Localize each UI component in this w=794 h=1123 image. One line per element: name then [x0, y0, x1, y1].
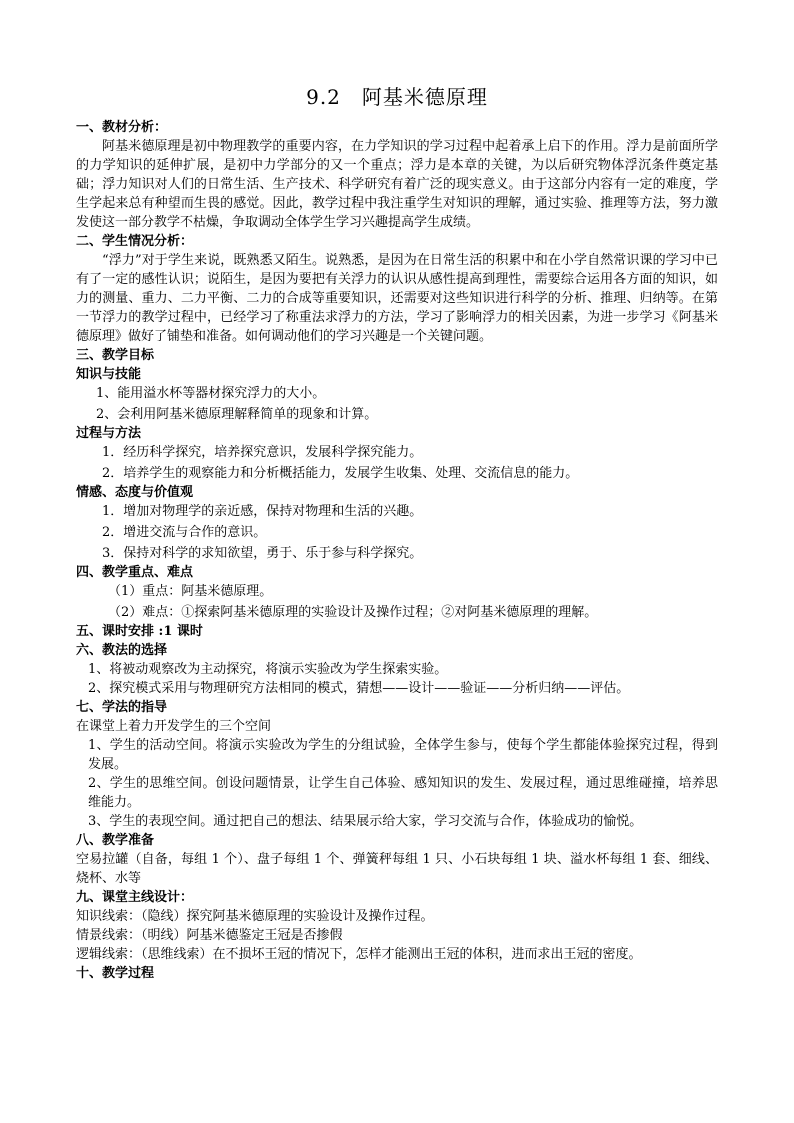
list-item: 1、将被动观察改为主动探究，将演示实验改为学生探索实验。	[88, 662, 448, 677]
list-item: （1）重点：阿基米德原理。	[108, 584, 273, 599]
list-item: 2．培养学生的观察能力和分析概括能力，发展学生收集、处理、交流信息的能力。	[102, 466, 579, 481]
student-analysis-paragraph: “浮力”对于学生来说，既熟悉又陌生。说熟悉，是因为在日常生活的积累中和在小学自然常识课的学习中已有了一定的感性认识；说陌生，是因为要把有关浮力的认识从感性提高到理性，需要综合运用各方面的知识，如力的测量、重力、二力平衡、二力的合成等重要知识，还需要对这些知识进行科学的分析、推理、归纳等。在第一节浮力的教学过程中，已经学习了称重法求浮力的方法，学习了影响浮力的相关因素，为进一步学习《阿基米德原理》做好了铺垫和准备。如何调动他们的学习兴趣是一个关键问题。	[76, 253, 718, 344]
page-title: 9.2 阿基米德原理	[306, 85, 488, 109]
section-heading-student-analysis: 二、学生情况分析：	[76, 234, 194, 249]
preparation-paragraph: 空易拉罐（自备，每组 1 个）、盘子每组 1 个、弹簧秤每组 1 只、小石块每组 1 块、溢水杯每组 1 套、细线、烧杯、水等	[76, 852, 718, 886]
list-item: 2．增进交流与合作的意识。	[102, 525, 267, 540]
section-heading-teaching-method: 六、教法的选择	[76, 643, 168, 658]
list-item: 2、学生的思维空间。创设问题情景，让学生自己体验、感知知识的发生、发展过程，通过思维碰撞，培养思维能力。	[88, 776, 718, 810]
list-item: 3、学生的表现空间。通过把自己的想法、结果展示给大家，学习交流与合作，体验成功的愉悦。	[88, 814, 643, 829]
learning-guidance-intro: 在课堂上着力开发学生的三个空间	[76, 719, 272, 734]
section-heading-teaching-process: 十、教学过程	[76, 966, 155, 981]
list-item: 3．保持对科学的求知欲望，勇于、乐于参与科学探究。	[102, 546, 423, 561]
subheading-process-methods: 过程与方法	[76, 426, 142, 441]
section-heading-key-points: 四、教学重点、难点	[76, 565, 194, 580]
main-line-knowledge: 知识线索：（隐线）探究阿基米德原理的实验设计及操作过程。	[76, 909, 434, 924]
main-line-logic: 逻辑线索：（思维线索）在不损坏王冠的情况下，怎样才能测出王冠的体积，进而求出王冠的密度。	[76, 947, 642, 962]
list-item: 1、学生的活动空间。将演示实验改为学生的分组试验，全体学生参与，使每个学生都能体验探究过程，得到发展。	[88, 738, 718, 772]
list-item: 2、探究模式采用与物理研究方法相同的模式，猜想——设计——验证——分析归纳——评估。	[88, 681, 630, 696]
section-heading-textbook-analysis: 一、教材分析：	[76, 120, 168, 135]
section-heading-teaching-goals: 三、教学目标	[76, 348, 155, 363]
section-heading-preparation: 八、教学准备	[76, 833, 155, 848]
section-heading-main-line: 九、课堂主线设计：	[76, 890, 194, 905]
list-item: 1、能用溢水杯等器材探究浮力的大小。	[96, 386, 326, 401]
section-heading-schedule: 五、课时安排 :1 课时	[76, 624, 203, 639]
section-heading-learning-guidance: 七、学法的指导	[76, 700, 168, 715]
list-item: 1．增加对物理学的亲近感，保持对物理和生活的兴趣。	[102, 504, 423, 519]
subheading-emotion-values: 情感、态度与价值观	[76, 485, 194, 500]
list-item: 1．经历科学探究，培养探究意识，发展科学探究能力。	[102, 445, 423, 460]
list-item: 2、会利用阿基米德原理解释简单的现象和计算。	[96, 407, 378, 422]
document-page	[76, 84, 718, 983]
main-line-scenario: 情景线索：（明线）阿基米德鉴定王冠是否掺假	[76, 928, 343, 943]
textbook-analysis-paragraph: 阿基米德原理是初中物理教学的重要内容，在力学知识的学习过程中起着承上启下的作用。浮力是前面所学的力学知识的延伸扩展，是初中力学部分的又一个重点；浮力是本章的关键，为以后研究物体浮沉条件奠定基础；浮力知识对人们的日常生活、生产技术、科学研究有着广泛的现实意义。由于这部分内容有一定的难度，学生学起来总有种望而生畏的感觉。因此，教学过程中我注重学生对知识的理解，通过实验、推理等方法，努力激发使这一部分教学不枯燥，争取调动全体学生学习兴趣提高学生成绩。	[76, 139, 718, 230]
subheading-knowledge-skills: 知识与技能	[76, 367, 142, 382]
list-item: （2）难点：①探索阿基米德原理的实验设计及操作过程；②对阿基米德原理的理解。	[108, 605, 598, 620]
